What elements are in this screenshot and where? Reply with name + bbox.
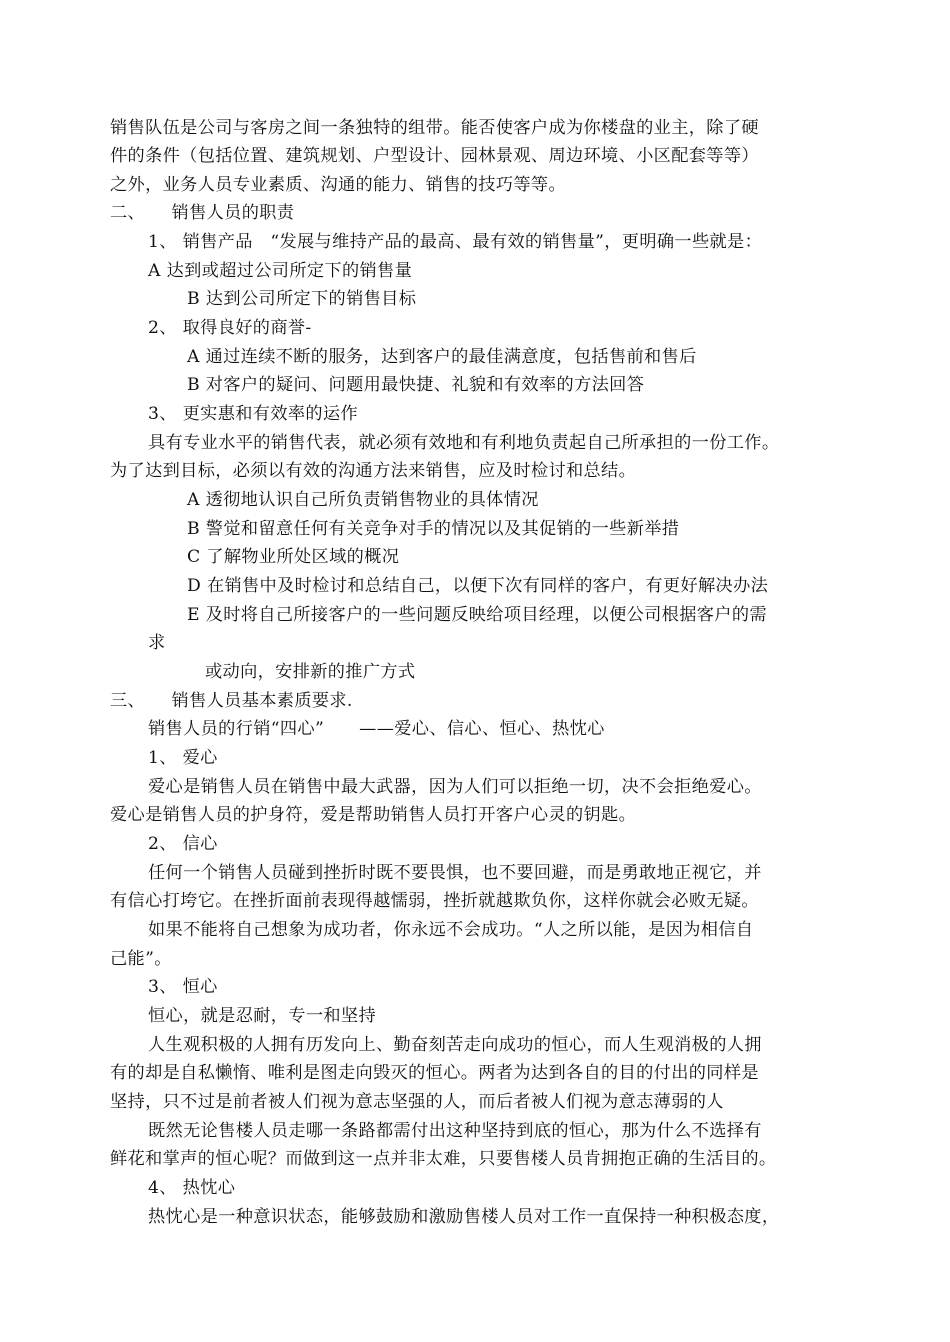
paragraph-line: 热忱心是一种意识状态，能够鼓励和激励售楼人员对工作一直保持一种积极态度， [148, 1207, 780, 1227]
list-item-heading: 2、 取得良好的商誉- [148, 318, 312, 338]
sub-list-item: A 通过连续不断的服务，达到客户的最佳满意度，包括售前和售后 [187, 347, 697, 367]
list-item-heading: 1、 爱心 [148, 748, 218, 768]
paragraph-line: 恒心，就是忍耐，专一和坚持 [148, 1006, 376, 1026]
paragraph-line: 有的却是自私懒惰、唯利是图走向毁灭的恒心。两者为达到各自的目的付出的同样是 [110, 1063, 759, 1083]
list-item-heading: 1、 销售产品 “发展与维持产品的最高、最有效的销售量”，更明确一些就是： [148, 232, 763, 252]
section-heading: 二、 销售人员的职责 [110, 203, 295, 223]
paragraph-line: 为了达到目标，必须以有效的沟通方法来销售，应及时检讨和总结。 [110, 461, 637, 481]
paragraph-line: 有信心打垮它。在挫折面前表现得越懦弱，挫折就越欺负你，这样你就会必败无疑。 [110, 891, 759, 911]
paragraph-line: 爱心是销售人员在销售中最大武器，因为人们可以拒绝一切，决不会拒绝爱心。 [148, 777, 762, 797]
sub-list-item: D 在销售中及时检讨和总结自己，以便下次有同样的客户，有更好解决办法 [187, 576, 769, 596]
list-item-heading: 3、 恒心 [148, 977, 218, 997]
paragraph-line: 人生观积极的人拥有历发向上、勤奋刻苦走向成功的恒心，而人生观消极的人拥 [148, 1035, 762, 1055]
paragraph-line: 之外，业务人员专业素质、沟通的能力、销售的技巧等等。 [110, 175, 566, 195]
list-item-heading: 2、 信心 [148, 834, 218, 854]
sub-list-item: A 达到或超过公司所定下的销售量 [148, 261, 413, 281]
paragraph-line: 件的条件（包括位置、建筑规划、户型设计、园林景观、周边环境、小区配套等等） [110, 146, 759, 166]
paragraph-line: 任何一个销售人员碰到挫折时既不要畏惧，也不要回避，而是勇敢地正视它，并 [148, 863, 762, 883]
section-heading: 三、 销售人员基本素质要求. [110, 691, 353, 711]
sub-list-item: B 达到公司所定下的销售目标 [187, 289, 417, 309]
list-item-heading: 4、 热忱心 [148, 1178, 236, 1198]
paragraph-line: 销售队伍是公司与客房之间一条独特的组带。能否使客户成为你楼盘的业主，除了硬 [110, 118, 759, 138]
sub-list-item: B 警觉和留意任何有关竞争对手的情况以及其促销的一些新举措 [187, 519, 680, 539]
sub-list-item: C 了解物业所处区域的概况 [187, 547, 400, 567]
sub-list-item: A 透彻地认识自己所负责销售物业的具体情况 [187, 490, 539, 510]
paragraph-line: 既然无论售楼人员走哪一条路都需付出这种坚持到底的恒心，那为什么不选择有 [148, 1121, 762, 1141]
paragraph-line: 爱心是销售人员的护身符，爱是帮助销售人员打开客户心灵的钥匙。 [110, 805, 637, 825]
list-item-heading: 3、 更实惠和有效率的运作 [148, 404, 359, 424]
paragraph-line: 己能”。 [110, 949, 172, 969]
paragraph-line: 具有专业水平的销售代表，就必须有效地和有利地负责起自己所承担的一份工作。 [148, 433, 780, 453]
paragraph-line: 求 [148, 633, 166, 653]
paragraph-line: 鲜花和掌声的恒心呢？而做到这一点并非太难，只要售楼人员肯拥抱正确的生活目的。 [110, 1149, 777, 1169]
sub-list-item: B 对客户的疑问、问题用最快捷、礼貌和有效率的方法回答 [187, 375, 645, 395]
paragraph-line: 坚持，只不过是前者被人们视为意志坚强的人，而后者被人们视为意志薄弱的人 [110, 1092, 724, 1112]
paragraph-line: 销售人员的行销“四心” ——爱心、信心、恒心、热忱心 [148, 719, 605, 739]
paragraph-line: 或动向，安排新的推广方式 [205, 662, 416, 682]
paragraph-line: 如果不能将自己想象为成功者，你永远不会成功。“人之所以能，是因为相信自 [148, 920, 754, 940]
sub-list-item: E 及时将自己所接客户的一些问题反映给项目经理，以便公司根据客户的需 [187, 605, 767, 625]
